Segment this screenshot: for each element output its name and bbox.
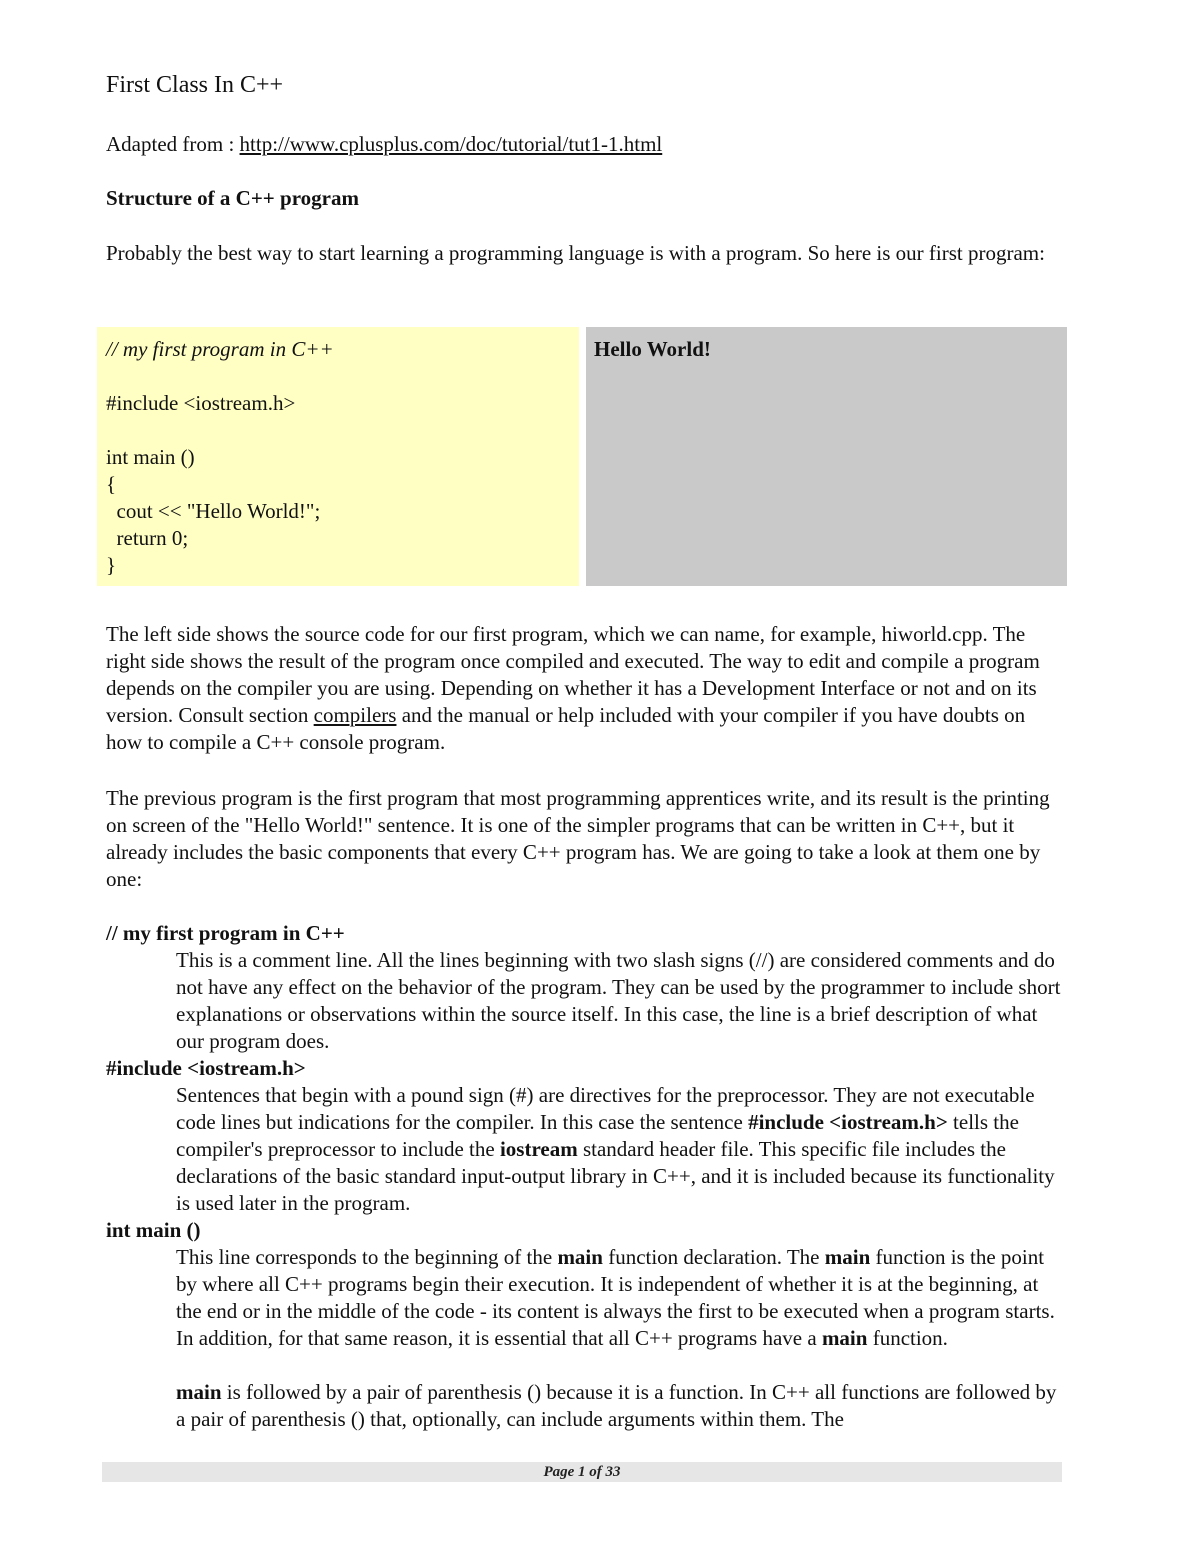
desc-include-text: Sentences that begin with a pound sign (#) are directives for the preprocessor. They are not executable code lines but indications for the compiler. In this case the sentence: [176, 1083, 1035, 1134]
bold-main: main: [821, 1326, 868, 1350]
para1-text: The left side shows the source code for our first program, which we can name, for example, hiworld.cpp. The right side shows the result of the program once compiled and executed. The way to edit and compile a program depends on the compiler you are using. Depending on whether it has a Development Interface or not and on its version. Consult section: [106, 622, 1040, 727]
bold-main: main: [176, 1380, 222, 1404]
desc-main: [176, 1244, 1066, 1352]
term-comment: // my first program in C++: [106, 921, 345, 945]
page-footer: [102, 1462, 1062, 1482]
definition-list: [106, 920, 1066, 1433]
bold-include: #include <iostream.h>: [748, 1110, 948, 1134]
bold-iostream: iostream: [499, 1137, 578, 1161]
desc-comment: This is a comment line. All the lines beginning with two slash signs (//) are considered comments and do not have any effect on the behavior of the program. They can be used by the programmer to include short explanations or observations within the source itself. In this case, the line is a brief description of what our program does.: [176, 948, 1061, 1053]
desc-include: [176, 1082, 1066, 1217]
adapted-from-line: [106, 132, 662, 157]
paragraph-components: The previous program is the first program that most programming apprentices write, and its result is the printing on screen of the "Hello World!" sentence. It is one of the simpler programs that can be written in C++, but it already includes the basic components that every C++ program has. We are going to take a look at them one by one:: [106, 786, 1050, 891]
desc-main-parenthesis: [176, 1379, 1066, 1433]
desc-include-text: standard header file. This specific file includes the declarations of the basic standard input-output library in C++, and it is included because its functionality is used later in the program.: [176, 1137, 1055, 1215]
desc-parenthesis-text: is followed by a pair of parenthesis () because it is a function. In C++ all functions are followed by a pair of parenthesis () that, optionally, can include arguments within them. The: [176, 1380, 1057, 1431]
desc-main-text: function.: [867, 1326, 948, 1350]
compilers-link[interactable]: compilers: [313, 703, 397, 727]
para1-text-end: and the manual or help included with your compiler if you have doubts on how to compile a C++ console program.: [106, 703, 1026, 754]
code-comment: // my first program in C++: [106, 337, 334, 361]
program-output-box: [586, 327, 1067, 586]
section-heading: Structure of a C++ program: [106, 186, 359, 210]
bold-main: main: [557, 1245, 603, 1269]
program-output: Hello World!: [594, 337, 711, 361]
source-code-box: [97, 327, 579, 586]
page-title: First Class In C++: [106, 72, 284, 98]
desc-main-text: function declaration. The: [602, 1245, 825, 1269]
desc-main-text: This line corresponds to the beginning of the: [176, 1245, 558, 1269]
source-code: [106, 336, 334, 579]
bold-main: main: [824, 1245, 871, 1269]
term-include: #include <iostream.h>: [106, 1056, 306, 1080]
intro-paragraph: Probably the best way to start learning a programming language is with a program. So here is our first program:: [106, 241, 1045, 265]
desc-include-text: tells the compiler's preprocessor to include the: [176, 1110, 1019, 1161]
page-number: Page 1 of 33: [543, 1464, 621, 1480]
code-body: #include <iostream.h> int main () { cout << "Hello World!"; return 0; }: [106, 391, 321, 577]
source-link[interactable]: http://www.cplusplus.com/doc/tutorial/tut1-1.html: [239, 132, 663, 156]
adapted-prefix: Adapted from :: [106, 132, 240, 156]
paragraph-source-explanation: [106, 621, 1066, 756]
term-main: int main (): [106, 1218, 201, 1242]
desc-main-text: function is the point by where all C++ programs begin their execution. It is independent of whether it is at the beginning, at the end or in the middle of the code - its content is always the first to be executed when a program starts. In addition, for that same reason, it is essential that all C++ programs have a: [176, 1245, 1055, 1350]
